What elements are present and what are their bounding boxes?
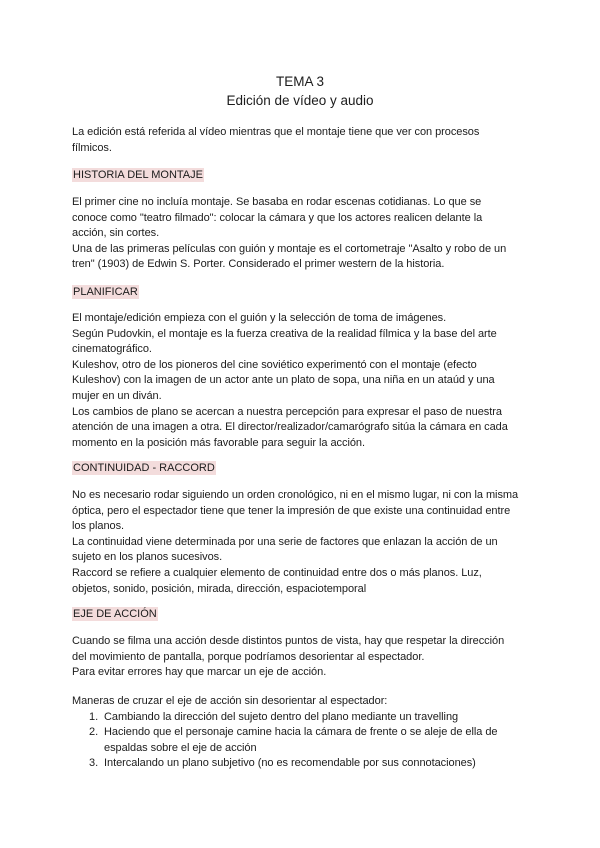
list-item-text: Intercalando un plano subjetivo (no es recomendable por sus connotaciones) [104, 757, 476, 770]
text-line: del movimiento de pantalla, porque podríamos desorientar al espectador. [72, 650, 425, 663]
list-number: 2. [89, 726, 99, 739]
text-line: fílmicos. [72, 141, 112, 154]
text-line: Raccord se refiere a cualquier elemento de continuidad entre dos o más planos. Luz, [72, 566, 482, 579]
list-item [72, 756, 542, 772]
numbered-list [72, 710, 542, 772]
text-line: La edición está referida al vídeo mientras que el montaje tiene que ver con procesos [72, 126, 480, 138]
text-line: conoce como "teatro filmado": colocar la cámara y que los actores realicen delante la [72, 211, 483, 224]
text-line: No es necesario rodar siguiendo un orden cronológico, ni en el mismo lugar, ni con la misma [72, 489, 519, 501]
list-block [72, 694, 542, 772]
section-heading-planificar: PLANIFICAR [73, 286, 138, 298]
text-line: El montaje/edición empieza con el guión y la selección de toma de imágenes. [72, 312, 447, 324]
section-body-planificar [72, 311, 542, 451]
list-number: 1. [89, 710, 99, 723]
text-line: momento en la posición más favorable para seguir la acción. [72, 436, 365, 449]
section-heading-historia: HISTORIA DEL MONTAJE [73, 169, 203, 181]
text-line: objetos, sonido, posición, mirada, dirección, espaciotemporal [72, 582, 367, 595]
list-item-text: espaldas sobre el eje de acción [104, 741, 257, 754]
text-line: atención de una imagen a otra. El director/realizador/camarógrafo sitúa la cámara en cada [72, 421, 508, 434]
list-item-text: Haciendo que el personaje camine hacia la cámara de frente o se aleje de ella de [104, 726, 498, 739]
page-title: TEMA 3 [275, 74, 324, 89]
section-body-continuidad [72, 488, 542, 597]
text-line: Cuando se filma una acción desde distintos puntos de vista, hay que respetar la dirección [72, 635, 505, 647]
list-number: 3. [89, 757, 99, 770]
title-block [0, 72, 600, 110]
text-line: La continuidad viene determinada por una serie de factores que enlazan la acción de un [72, 535, 498, 548]
text-line: Kuleshov) con la imagen de un actor ante un plato de sopa, una niña en un ataúd y una [72, 374, 495, 387]
text-line: El primer cine no incluía montaje. Se basaba en rodar escenas cotidianas. Lo que se [72, 196, 482, 208]
list-item-text: Cambiando la dirección del sujeto dentro del plano mediante un travelling [104, 710, 459, 723]
section-body-historia [72, 195, 542, 273]
text-line: los planos. [72, 520, 125, 533]
text-line: Una de las primeras películas con guión y montaje es el cortometraje "Asalto y robo de un [72, 242, 507, 255]
intro-paragraph [72, 125, 542, 156]
text-line: Para evitar errores hay que marcar un eje de acción. [72, 666, 327, 679]
section-heading-continuidad: CONTINUIDAD - RACCORD [73, 462, 215, 474]
text-line: cinematográfico. [72, 343, 152, 356]
list-item [72, 710, 542, 726]
text-line: mujer en un diván. [72, 389, 162, 402]
section-heading-eje: EJE DE ACCIÓN [73, 608, 157, 620]
text-line: óptica, pero el espectador tiene que tener la impresión de que existe una continuidad entre [72, 504, 511, 517]
text-line: acción, sin cortes. [72, 227, 160, 240]
text-line: tren" (1903) de Edwin S. Porter. Considerado el primer western de la historia. [72, 258, 445, 271]
list-item [72, 725, 542, 756]
text-line: Los cambios de plano se acercan a nuestra percepción para expresar el paso de nuestra [72, 405, 502, 418]
text-line: sujeto en los planos sucesivos. [72, 551, 223, 564]
text-line: Kuleshov, otro de los pioneros del cine soviético experimentó con el montaje (efecto [72, 358, 477, 371]
section-body-eje [72, 634, 542, 681]
text-line: Según Pudovkin, el montaje es la fuerza creativa de la realidad fílmica y la base del arte [72, 327, 497, 340]
page-subtitle: Edición de vídeo y audio [226, 93, 374, 108]
list-intro: Maneras de cruzar el eje de acción sin desorientar al espectador: [72, 695, 388, 707]
